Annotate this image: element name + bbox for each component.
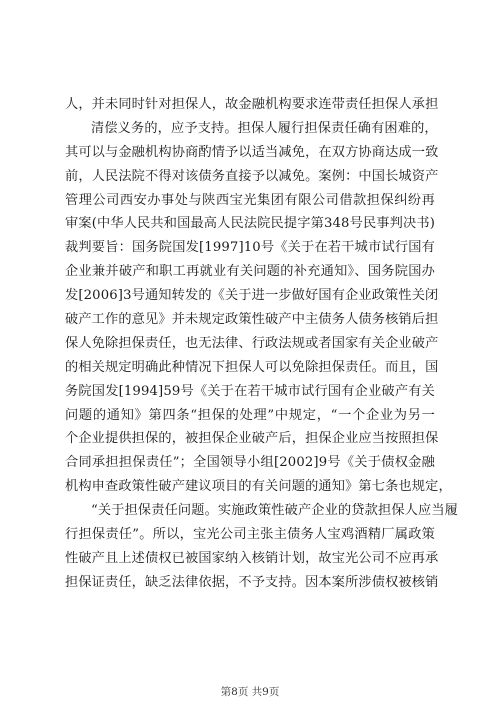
text-line: 性破产且上述债权已被国家纳入核销计划，故宝光公司不应再承 [65, 550, 439, 566]
text-line: 问题的通知》第四条“担保的处理”中规定，“一个企业为另一 [65, 407, 435, 423]
text-line: 人，并未同时针对担保人，故金融机构要求连带责任担保人承担 [65, 97, 439, 112]
page-number-footer: 第8页 共9页 [220, 686, 280, 698]
body-text [65, 93, 459, 595]
text-line: 前，人民法院不得对该债务直接予以减免。案例：中国长城资产 [65, 168, 439, 184]
text-line: 破产工作的意见》并未规定政策性破产中主债务人债务核销后担 [65, 312, 439, 328]
text-line: “关于担保责任问题。实施政策性破产企业的贷款担保人应当履 [91, 503, 459, 519]
text-line: 机构申查政策性破产建议项目的有关问题的通知》第七条也规定， [65, 479, 452, 495]
text-line: 担保证责任，缺乏法律依据，不予支持。因本案所涉债权被核销 [65, 574, 439, 590]
text-line: 审案(中华人民共和国最高人民法院民提字第348号民事判决书) [65, 216, 435, 232]
text-line: 保人免除担保责任，也无法律、行政法规或者国家有关企业破产 [65, 335, 439, 351]
text-line: 务院国发[1994]59号《关于在若干城市试行国有企业破产有关 [65, 383, 435, 399]
text-line: 行担保责任”。所以，宝光公司主张主债务人宝鸡酒精厂属政策 [65, 527, 435, 543]
text-line: 管理公司西安办事处与陕西宝光集团有限公司借款担保纠纷再 [65, 192, 435, 208]
text-line: 其可以与金融机构协商酌情予以适当减免，在双方协商达成一致 [65, 144, 439, 160]
text-line: 发[2006]3号通知转发的《关于进一步做好国有企业政策性关闭 [65, 288, 439, 304]
text-line: 合同承担担保责任”；全国领导小组[2002]9号《关于债权金融 [65, 455, 435, 471]
text-line: 清偿义务的，应予支持。担保人履行担保责任确有困难的， [91, 120, 438, 136]
text-line: 裁判要旨：国务院国发[1997]10号《关于在若干城市试行国有 [65, 240, 435, 256]
text-line: 的相关规定明确此种情况下担保人可以免除担保责任。而且，国 [65, 359, 439, 375]
text-line: 企业兼并破产和职工再就业有关问题的补充通知》、国务院国办 [65, 264, 435, 280]
text-line: 个企业提供担保的，被担保企业破产后，担保企业应当按照担保 [65, 431, 439, 447]
